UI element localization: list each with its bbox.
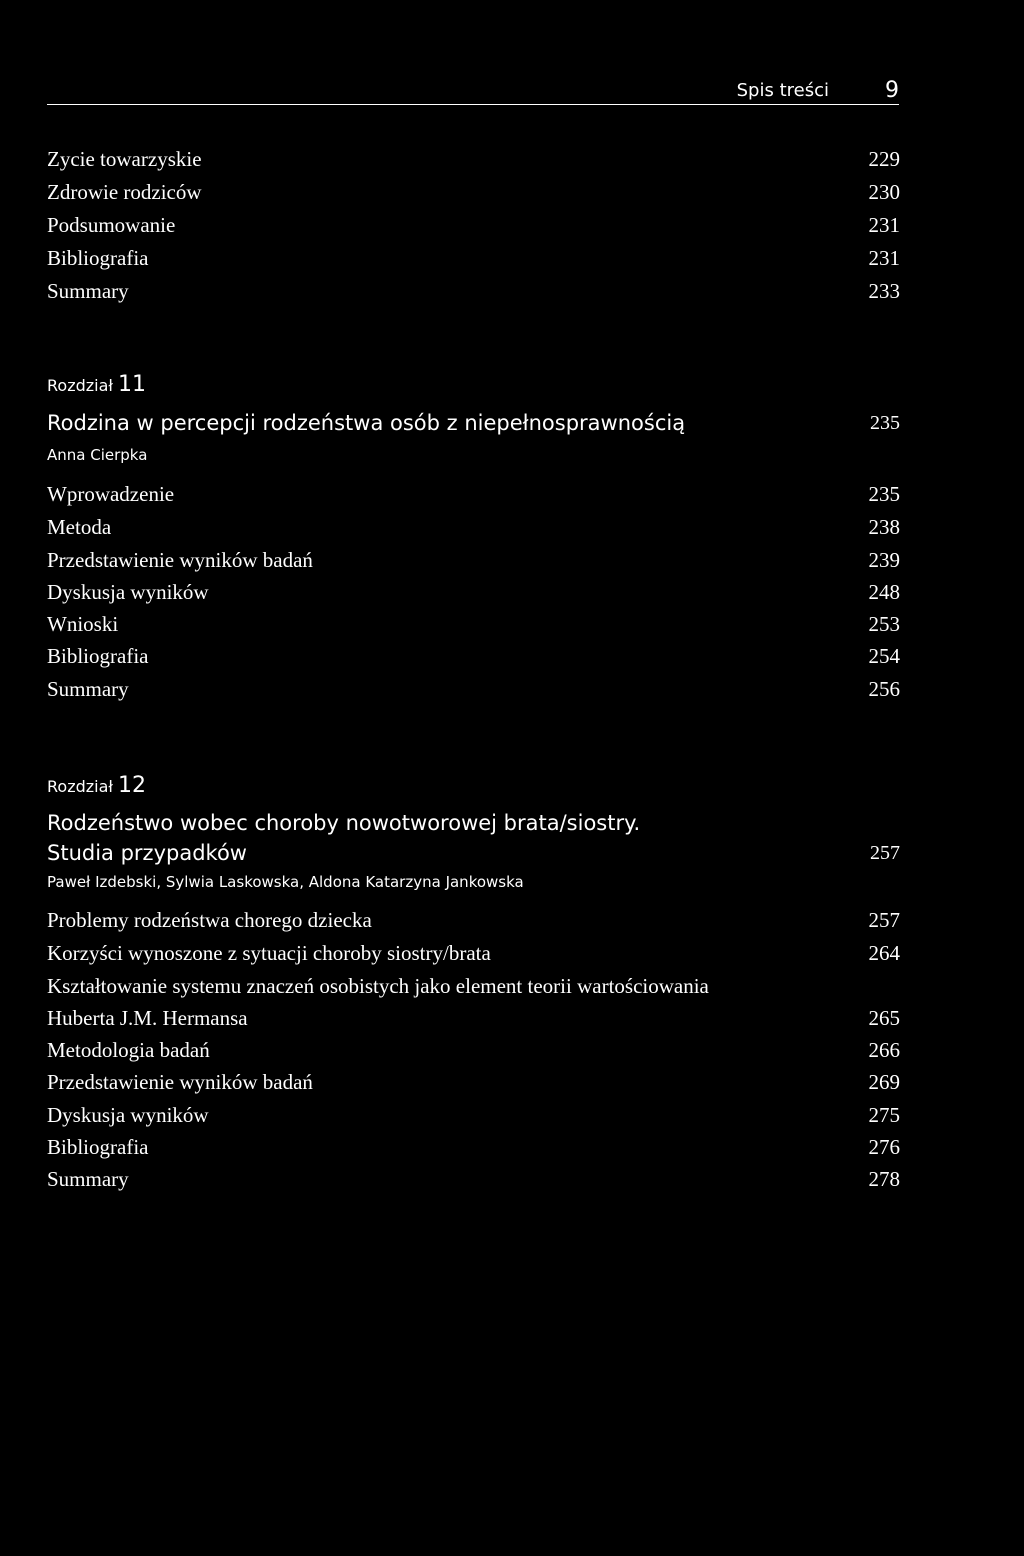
toc-entry-page: 233 — [868, 279, 900, 303]
toc-entry-title: Kształtowanie systemu znaczeń osobistych jako element teorii wartościowania — [47, 974, 709, 998]
toc-entry-page: 254 — [868, 644, 900, 668]
toc-entry-title: Summary — [47, 1167, 129, 1191]
toc-entry-page: 265 — [868, 1006, 900, 1030]
chapter-title-line1[interactable] — [47, 808, 900, 838]
toc-entry-page: 253 — [868, 612, 900, 636]
toc-entry-title: Przedstawienie wyników badań — [47, 548, 313, 572]
chapter-label-word: Rozdział — [47, 777, 113, 796]
toc-entry-page: 266 — [868, 1038, 900, 1062]
toc-entry[interactable] — [47, 143, 900, 175]
header-rule — [47, 104, 899, 105]
toc-entry-page: 257 — [868, 908, 900, 932]
toc-entry-title: Bibliografia — [47, 644, 149, 668]
chapter-author: Anna Cierpka — [47, 446, 148, 464]
toc-entry[interactable] — [47, 673, 900, 705]
toc-entry-page: 275 — [868, 1103, 900, 1127]
toc-entry[interactable] — [47, 608, 900, 640]
toc-entry[interactable] — [47, 1066, 900, 1098]
toc-entry-page: 278 — [868, 1167, 900, 1191]
chapter-page: 257 — [870, 842, 900, 864]
chapter-number: 11 — [118, 372, 147, 397]
toc-entry[interactable] — [47, 576, 900, 608]
toc-entry-title: Wnioski — [47, 612, 119, 636]
chapter-label — [47, 773, 146, 798]
toc-entry-title: Wprowadzenie — [47, 482, 175, 506]
toc-entry-title: Metoda — [47, 515, 112, 539]
toc-entry-title: Huberta J.M. Hermansa — [47, 1006, 248, 1030]
toc-entry-title: Summary — [47, 279, 129, 303]
toc-entry-page: 230 — [868, 180, 900, 204]
chapter-page: 235 — [870, 412, 900, 434]
toc-entry-title: Przedstawienie wyników badań — [47, 1070, 313, 1094]
toc-entry[interactable] — [47, 1002, 900, 1034]
toc-entry-title: Dyskusja wyników — [47, 1103, 209, 1127]
chapter-title-text: Rodzina w percepcji rodzeństwa osób z niepełnosprawnością — [47, 411, 686, 435]
toc-entry-title: Zycie towarzyskie — [47, 147, 202, 171]
toc-entry-title: Podsumowanie — [47, 213, 176, 237]
toc-entry[interactable] — [47, 640, 900, 672]
toc-entry-page: 256 — [868, 677, 900, 701]
chapter-number: 12 — [118, 773, 147, 798]
toc-entry-page: 235 — [868, 482, 900, 506]
chapter-title-text: Rodzeństwo wobec choroby nowotworowej brata/siostry. — [47, 811, 641, 835]
toc-entry-page: 239 — [868, 548, 900, 572]
running-header — [47, 76, 899, 116]
toc-entry-title: Korzyści wynoszone z sytuacji choroby siostry/brata — [47, 941, 491, 965]
toc-entry-title: Zdrowie rodziców — [47, 180, 202, 204]
toc-entry-page: 238 — [868, 515, 900, 539]
chapter-title[interactable] — [47, 408, 900, 438]
toc-entry[interactable] — [47, 275, 900, 307]
running-title: Spis treści — [736, 80, 829, 101]
toc-entry[interactable] — [47, 937, 900, 969]
toc-entry[interactable] — [47, 970, 900, 1002]
toc-entry[interactable] — [47, 242, 900, 274]
toc-entry-title: Dyskusja wyników — [47, 580, 209, 604]
toc-entry[interactable] — [47, 1131, 900, 1163]
toc-entry[interactable] — [47, 904, 900, 936]
toc-entry[interactable] — [47, 478, 900, 510]
chapter-title-text: Studia przypadków — [47, 841, 247, 865]
toc-entry-page: 231 — [868, 246, 900, 270]
toc-entry-title: Metodologia badań — [47, 1038, 210, 1062]
toc-entry-page: 231 — [868, 213, 900, 237]
toc-entry[interactable] — [47, 1163, 900, 1195]
toc-entry-page: 248 — [868, 580, 900, 604]
chapter-label — [47, 372, 146, 397]
chapter-label-word: Rozdział — [47, 376, 113, 395]
toc-entry[interactable] — [47, 544, 900, 576]
toc-entry[interactable] — [47, 1099, 900, 1131]
toc-entry-page: 229 — [868, 147, 900, 171]
toc-entry-title: Bibliografia — [47, 246, 149, 270]
toc-entry-page: 269 — [868, 1070, 900, 1094]
toc-entry-page: 276 — [868, 1135, 900, 1159]
page-number: 9 — [885, 78, 899, 103]
toc-entry[interactable] — [47, 176, 900, 208]
toc-entry-page: 264 — [868, 941, 900, 965]
toc-entry-title: Problemy rodzeństwa chorego dziecka — [47, 908, 372, 932]
toc-entry[interactable] — [47, 511, 900, 543]
toc-entry[interactable] — [47, 1034, 900, 1066]
toc-entry-title: Bibliografia — [47, 1135, 149, 1159]
chapter-title-line2[interactable] — [47, 838, 900, 868]
chapter-authors: Paweł Izdebski, Sylwia Laskowska, Aldona Katarzyna Jankowska — [47, 873, 524, 891]
toc-entry-title: Summary — [47, 677, 129, 701]
toc-entry[interactable] — [47, 209, 900, 241]
